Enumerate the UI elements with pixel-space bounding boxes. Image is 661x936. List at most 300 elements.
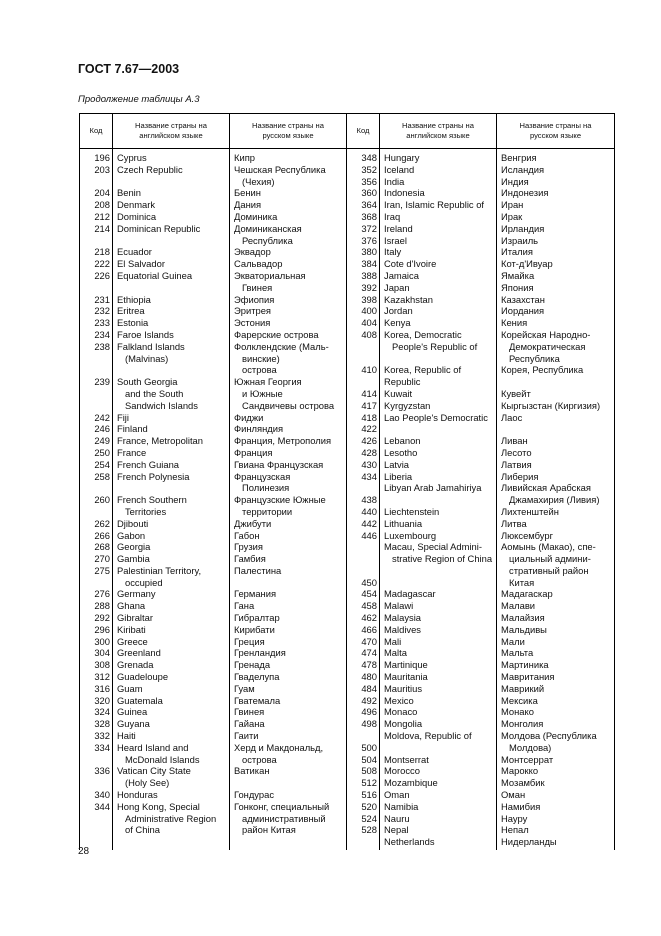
country-code: 260 bbox=[94, 494, 110, 506]
country-code: 268 bbox=[94, 541, 110, 553]
country-code bbox=[84, 482, 110, 494]
country-name-ru: Корея, Республика bbox=[501, 364, 584, 376]
country-name-ru: Кыргызстан (Киргизия) bbox=[501, 399, 601, 411]
country-name-ru: Япония bbox=[501, 281, 534, 293]
country-name-en: El Salvador bbox=[117, 258, 165, 270]
country-code bbox=[84, 577, 110, 589]
country-code bbox=[351, 482, 377, 494]
country-name-en bbox=[117, 176, 227, 188]
country-code: 512 bbox=[361, 777, 377, 789]
country-name-en: Macau, Special Admini- bbox=[384, 541, 482, 553]
country-name-ru: Индия bbox=[501, 175, 529, 187]
country-name-ru: Эквадор bbox=[234, 246, 271, 258]
country-code: 300 bbox=[94, 635, 110, 647]
country-name-ru: Республика bbox=[509, 352, 560, 364]
country-name-en: Liberia bbox=[384, 470, 413, 482]
country-name-en: Morocco bbox=[384, 765, 420, 777]
country-name-ru: Гватемала bbox=[234, 694, 281, 706]
country-name-ru: Литва bbox=[501, 517, 527, 529]
country-name-en: Cote d'Ivoire bbox=[384, 258, 437, 270]
country-name-ru: винские) bbox=[242, 352, 280, 364]
country-code: 498 bbox=[361, 718, 377, 730]
country-name-en: Iraq bbox=[384, 210, 401, 222]
country-name-en: Falkland Islands bbox=[117, 340, 185, 352]
country-code bbox=[84, 364, 110, 376]
country-name-ru: Чешская Республика bbox=[234, 163, 326, 175]
right-code-column bbox=[347, 149, 380, 851]
country-name-en bbox=[384, 565, 494, 577]
country-code bbox=[84, 400, 110, 412]
country-code: 254 bbox=[94, 458, 110, 470]
country-name-ru: стративный район bbox=[509, 564, 589, 576]
country-code: 474 bbox=[361, 647, 377, 659]
country-name-ru: Доминиканская bbox=[234, 222, 302, 234]
country-name-ru: острова bbox=[242, 753, 277, 765]
country-name-ru: район Китая bbox=[242, 824, 296, 836]
country-name-en: Malawi bbox=[384, 600, 414, 612]
country-code bbox=[84, 176, 110, 188]
country-name-en: Estonia bbox=[117, 317, 149, 329]
country-name-en: South Georgia bbox=[117, 376, 178, 388]
country-code bbox=[84, 813, 110, 825]
country-name-ru: Индонезия bbox=[501, 187, 549, 199]
country-name-en bbox=[384, 577, 494, 589]
country-code bbox=[84, 754, 110, 766]
country-name-en: Cyprus bbox=[117, 152, 147, 163]
country-name-en: Kiribati bbox=[117, 623, 146, 635]
country-name-en: Georgia bbox=[117, 541, 151, 553]
country-name-ru: Ямайка bbox=[501, 269, 535, 281]
country-name-en bbox=[384, 353, 494, 365]
country-name-ru: Габон bbox=[234, 529, 260, 541]
country-code: 242 bbox=[94, 411, 110, 423]
country-name-en: strative Region of China bbox=[392, 553, 493, 565]
country-name-ru: Франция, Метрополия bbox=[234, 435, 332, 447]
country-name-en: Gambia bbox=[117, 553, 150, 565]
country-name-en: French Southern bbox=[117, 494, 187, 506]
country-name-ru: Лихтенштейн bbox=[501, 505, 559, 517]
country-name-ru: Мальта bbox=[501, 647, 534, 659]
country-name-en: Ecuador bbox=[117, 246, 152, 258]
country-name-ru: Непал bbox=[501, 824, 529, 836]
country-code: 208 bbox=[94, 199, 110, 211]
country-code: 340 bbox=[94, 789, 110, 801]
country-name-ru: Намибия bbox=[501, 800, 541, 812]
country-name-en: Iran, Islamic Republic of bbox=[384, 199, 485, 211]
country-name-ru: Дания bbox=[234, 199, 262, 211]
country-code bbox=[84, 824, 110, 836]
country-name-ru: Мали bbox=[501, 635, 525, 647]
country-name-ru: Гайана bbox=[234, 718, 265, 730]
country-code: 222 bbox=[94, 258, 110, 270]
country-code: 320 bbox=[94, 694, 110, 706]
table-caption: Продолжение таблицы А.3 bbox=[78, 94, 200, 105]
country-name-en: Benin bbox=[117, 187, 141, 199]
country-name-en: Madagascar bbox=[384, 588, 436, 600]
country-code: 288 bbox=[94, 600, 110, 612]
country-name-en: Luxembourg bbox=[384, 529, 437, 541]
country-code: 312 bbox=[94, 671, 110, 683]
country-name-en: Lebanon bbox=[384, 435, 421, 447]
country-name-en: Malaysia bbox=[384, 612, 421, 624]
country-name-en: Faroe Islands bbox=[117, 328, 174, 340]
country-name-ru: Ливан bbox=[501, 435, 528, 447]
country-code: 204 bbox=[94, 187, 110, 199]
country-code bbox=[351, 376, 377, 388]
header-name-en-right: Название страны на английском языке bbox=[380, 114, 497, 149]
country-name-en bbox=[384, 423, 494, 435]
country-name-en: Nauru bbox=[384, 812, 410, 824]
country-name-ru: Гваделупа bbox=[234, 671, 280, 683]
country-name-en: Liechtenstein bbox=[384, 505, 440, 517]
left-name-en-column bbox=[113, 149, 230, 851]
country-name-ru: Экваториальная bbox=[234, 269, 306, 281]
left-name-ru-column bbox=[230, 149, 347, 851]
country-name-en: Grenada bbox=[117, 659, 154, 671]
country-name-en bbox=[117, 482, 227, 494]
country-name-ru: Казахстан bbox=[501, 293, 545, 305]
country-name-en: Dominican Republic bbox=[117, 222, 201, 234]
country-name-ru bbox=[501, 376, 612, 388]
country-name-ru: Фолклендские (Маль- bbox=[234, 340, 329, 352]
country-name-en: Finland bbox=[117, 423, 148, 435]
country-name-en bbox=[384, 742, 494, 754]
country-code: 384 bbox=[361, 258, 377, 270]
country-name-ru: (Чехия) bbox=[242, 175, 275, 187]
page-number: 28 bbox=[78, 846, 90, 857]
country-codes-table bbox=[79, 113, 615, 850]
country-code: 417 bbox=[361, 399, 377, 411]
country-name-ru: Мексика bbox=[501, 694, 538, 706]
country-name-en: Territories bbox=[125, 505, 167, 517]
country-code: 238 bbox=[94, 340, 110, 352]
country-name-en: Guam bbox=[117, 682, 143, 694]
country-code: 404 bbox=[361, 317, 377, 329]
country-code: 258 bbox=[94, 470, 110, 482]
country-code: 368 bbox=[361, 210, 377, 222]
country-code: 336 bbox=[94, 765, 110, 777]
country-name-en: Gibraltar bbox=[117, 612, 153, 624]
header-name-ru-left: Название страны на русском языке bbox=[230, 114, 347, 149]
country-name-en: Honduras bbox=[117, 789, 158, 801]
country-name-ru: Французские Южные bbox=[234, 494, 326, 506]
country-code: 462 bbox=[361, 612, 377, 624]
country-name-en: Korea, Republic of bbox=[384, 364, 462, 376]
country-name-ru: Гренада bbox=[234, 659, 271, 671]
country-name-en: (Holy See) bbox=[125, 777, 170, 789]
country-name-en: Nepal bbox=[384, 824, 409, 836]
country-name-ru: Аомынь (Макао), спе- bbox=[501, 541, 596, 553]
country-name-ru: Гонконг, специальный bbox=[234, 800, 330, 812]
country-code: 304 bbox=[94, 647, 110, 659]
country-name-en: Korea, Democratic bbox=[384, 328, 462, 340]
country-name-en: Mali bbox=[384, 635, 402, 647]
country-code: 356 bbox=[361, 175, 377, 187]
country-code: 266 bbox=[94, 529, 110, 541]
country-name-en: France bbox=[117, 446, 147, 458]
country-name-ru: Либерия bbox=[501, 470, 539, 482]
country-name-en: Iceland bbox=[384, 163, 415, 175]
country-name-ru: Маврикий bbox=[501, 682, 545, 694]
country-name-en: India bbox=[384, 175, 405, 187]
country-name-en: Kenya bbox=[384, 317, 411, 329]
country-name-ru: Лаос bbox=[501, 411, 523, 423]
country-code: 408 bbox=[361, 328, 377, 340]
country-name-en: Dominica bbox=[117, 210, 157, 222]
country-code: 446 bbox=[361, 529, 377, 541]
country-code: 430 bbox=[361, 458, 377, 470]
country-name-ru: Гвинея bbox=[234, 706, 265, 718]
country-name-ru: Фарерские острова bbox=[234, 328, 319, 340]
country-name-en: Malta bbox=[384, 647, 407, 659]
country-name-en: Libyan Arab Jamahiriya bbox=[384, 482, 482, 494]
country-code: 504 bbox=[361, 753, 377, 765]
country-name-en: Greenland bbox=[117, 647, 161, 659]
country-code: 484 bbox=[361, 682, 377, 694]
country-code: 324 bbox=[94, 706, 110, 718]
country-code: 480 bbox=[361, 671, 377, 683]
country-code: 234 bbox=[94, 328, 110, 340]
country-name-ru: Гаити bbox=[234, 730, 259, 742]
country-code: 249 bbox=[94, 435, 110, 447]
country-code: 231 bbox=[94, 293, 110, 305]
country-name-ru: Мартиника bbox=[501, 659, 549, 671]
country-name-en: Mongolia bbox=[384, 718, 423, 730]
country-name-ru: Демократическая bbox=[509, 340, 586, 352]
country-name-ru: Люксембург bbox=[501, 529, 554, 541]
country-name-en: Ethiopia bbox=[117, 293, 151, 305]
country-code bbox=[351, 565, 377, 577]
country-code: 500 bbox=[361, 741, 377, 753]
country-name-en: Lithuania bbox=[384, 517, 423, 529]
country-name-ru: Германия bbox=[234, 588, 277, 600]
country-code bbox=[84, 353, 110, 365]
country-name-ru: Сандвичевы острова bbox=[242, 399, 335, 411]
country-code: 442 bbox=[361, 517, 377, 529]
country-name-en: (Malvinas) bbox=[125, 352, 169, 364]
country-name-ru: Малайзия bbox=[501, 612, 545, 624]
country-name-ru: Франция bbox=[234, 446, 273, 458]
country-name-ru: Оман bbox=[501, 789, 526, 801]
country-name-en: of China bbox=[125, 824, 160, 836]
document-title: ГОСТ 7.67—2003 bbox=[78, 62, 180, 76]
country-code: 292 bbox=[94, 612, 110, 624]
country-name-en: Germany bbox=[117, 588, 156, 600]
country-code: 376 bbox=[361, 234, 377, 246]
country-name-ru: Эфиопия bbox=[234, 293, 275, 305]
country-name-en: Monaco bbox=[384, 706, 418, 718]
country-name-ru: Гамбия bbox=[234, 553, 266, 565]
country-name-ru: Мальдивы bbox=[501, 623, 547, 635]
country-code: 250 bbox=[94, 446, 110, 458]
country-name-en: Republic bbox=[384, 376, 421, 388]
country-code: 246 bbox=[94, 423, 110, 435]
country-name-ru: Греция bbox=[234, 635, 265, 647]
table-body-row bbox=[80, 149, 615, 851]
country-name-en: France, Metropolitan bbox=[117, 435, 203, 447]
right-name-en-column bbox=[380, 149, 497, 851]
country-name-en bbox=[117, 364, 227, 376]
country-code: 418 bbox=[361, 411, 377, 423]
country-name-en: Hungary bbox=[384, 152, 420, 163]
country-name-en: Greece bbox=[117, 635, 148, 647]
country-name-en: Palestinian Territory, bbox=[117, 564, 202, 576]
country-name-en: Lao People's Democratic bbox=[384, 411, 488, 423]
left-code-column bbox=[80, 149, 113, 851]
country-name-en: Denmark bbox=[117, 199, 156, 211]
country-name-ru: Грузия bbox=[234, 541, 263, 553]
country-name-ru: Палестина bbox=[234, 564, 282, 576]
country-code: 214 bbox=[94, 222, 110, 234]
country-name-en: Czech Republic bbox=[117, 163, 183, 175]
country-name-ru: Молдова (Республика bbox=[501, 730, 597, 742]
country-name-ru: Монголия bbox=[501, 718, 544, 730]
country-code: 334 bbox=[94, 741, 110, 753]
country-name-en bbox=[117, 235, 227, 247]
country-name-en: Mauritius bbox=[384, 682, 423, 694]
country-name-ru: циальный админи- bbox=[509, 553, 591, 565]
country-name-ru: Фиджи bbox=[234, 411, 264, 423]
country-name-en bbox=[117, 282, 227, 294]
right-name-ru-column bbox=[497, 149, 615, 851]
country-name-ru bbox=[501, 423, 612, 435]
country-name-en: French Polynesia bbox=[117, 470, 190, 482]
country-name-ru: острова bbox=[242, 364, 277, 376]
country-code: 410 bbox=[361, 364, 377, 376]
country-name-ru: Науру bbox=[501, 812, 528, 824]
country-code: 478 bbox=[361, 659, 377, 671]
country-name-ru: административный bbox=[242, 812, 326, 824]
country-name-ru: Ватикан bbox=[234, 765, 270, 777]
country-code: 262 bbox=[94, 517, 110, 529]
country-code: 450 bbox=[361, 576, 377, 588]
country-name-ru: Полинезия bbox=[242, 482, 290, 494]
country-code: 296 bbox=[94, 623, 110, 635]
country-name-ru: Венгрия bbox=[501, 152, 537, 163]
country-code: 270 bbox=[94, 553, 110, 565]
country-name-ru: Гвинея bbox=[242, 281, 273, 293]
country-name-en: Hong Kong, Special bbox=[117, 800, 200, 812]
country-name-ru: Мозамбик bbox=[501, 777, 545, 789]
country-code: 414 bbox=[361, 387, 377, 399]
country-code: 398 bbox=[361, 293, 377, 305]
country-name-ru: Гуам bbox=[234, 682, 255, 694]
country-name-en: Kazakhstan bbox=[384, 293, 433, 305]
country-code: 492 bbox=[361, 694, 377, 706]
country-code: 203 bbox=[94, 163, 110, 175]
country-name-ru: Малави bbox=[501, 600, 536, 612]
country-name-en: Haiti bbox=[117, 730, 136, 742]
country-name-ru: Кувейт bbox=[501, 387, 531, 399]
country-name-ru: Херд и Макдональд, bbox=[234, 741, 324, 753]
country-code: 528 bbox=[361, 824, 377, 836]
country-name-ru: Республика bbox=[242, 234, 293, 246]
country-code: 348 bbox=[361, 152, 377, 163]
country-code: 218 bbox=[94, 246, 110, 258]
country-code: 470 bbox=[361, 635, 377, 647]
country-name-ru: Марокко bbox=[501, 765, 539, 777]
country-name-en: Montserrat bbox=[384, 753, 429, 765]
country-name-ru bbox=[234, 577, 344, 589]
country-name-en: Eritrea bbox=[117, 305, 145, 317]
country-name-en: Netherlands bbox=[384, 836, 435, 848]
country-code bbox=[84, 388, 110, 400]
country-code: 232 bbox=[94, 305, 110, 317]
country-code: 360 bbox=[361, 187, 377, 199]
country-code: 392 bbox=[361, 281, 377, 293]
header-code-left: Код bbox=[80, 114, 113, 149]
country-name-en: Namibia bbox=[384, 800, 419, 812]
country-name-en: Ireland bbox=[384, 222, 413, 234]
country-name-en: Mexico bbox=[384, 694, 414, 706]
country-name-ru: Гондурас bbox=[234, 789, 275, 801]
country-name-en: People's Republic of bbox=[392, 340, 478, 352]
country-code: 520 bbox=[361, 800, 377, 812]
country-name-en: Lesotho bbox=[384, 446, 418, 458]
country-name-ru: Южная Георгия bbox=[234, 376, 302, 388]
country-code: 440 bbox=[361, 505, 377, 517]
country-name-ru: Китая bbox=[509, 576, 535, 588]
country-name-ru: Исландия bbox=[501, 163, 545, 175]
country-name-ru: Финляндия bbox=[234, 423, 284, 435]
country-code: 380 bbox=[361, 246, 377, 258]
country-name-ru: Кения bbox=[501, 317, 528, 329]
country-name-ru: Монако bbox=[501, 706, 534, 718]
country-name-en: Oman bbox=[384, 789, 410, 801]
country-name-ru: Ирак bbox=[501, 210, 523, 222]
country-name-en: Moldova, Republic of bbox=[384, 730, 472, 742]
country-code bbox=[84, 506, 110, 518]
country-code: 496 bbox=[361, 706, 377, 718]
country-code bbox=[84, 235, 110, 247]
country-code: 332 bbox=[94, 730, 110, 742]
country-code: 239 bbox=[94, 376, 110, 388]
country-code bbox=[351, 341, 377, 353]
table-header-row bbox=[80, 114, 615, 149]
country-name-ru: Джибути bbox=[234, 517, 272, 529]
country-code: 364 bbox=[361, 199, 377, 211]
country-code: 233 bbox=[94, 317, 110, 329]
country-code bbox=[84, 282, 110, 294]
country-name-en: Heard Island and bbox=[117, 741, 189, 753]
country-name-ru: Кипр bbox=[234, 152, 255, 163]
country-name-ru: Мадагаскар bbox=[501, 588, 553, 600]
country-name-ru: Джамахирия (Ливия) bbox=[509, 494, 600, 506]
country-code bbox=[351, 541, 377, 553]
country-code: 316 bbox=[94, 682, 110, 694]
country-code: 196 bbox=[94, 152, 110, 163]
country-name-ru: территории bbox=[242, 505, 293, 517]
country-name-en: Latvia bbox=[384, 458, 410, 470]
country-name-en: Italy bbox=[384, 246, 402, 258]
country-code: 422 bbox=[361, 423, 377, 435]
country-code bbox=[351, 353, 377, 365]
country-name-en: Guinea bbox=[117, 706, 148, 718]
country-code: 466 bbox=[361, 623, 377, 635]
country-code: 516 bbox=[361, 789, 377, 801]
country-code: 308 bbox=[94, 659, 110, 671]
country-name-ru: Нидерланды bbox=[501, 836, 557, 848]
country-code: 344 bbox=[94, 800, 110, 812]
country-code: 372 bbox=[361, 222, 377, 234]
country-name-en: Maldives bbox=[384, 623, 421, 635]
country-name-ru: Французская bbox=[234, 470, 291, 482]
country-code: 458 bbox=[361, 600, 377, 612]
country-name-ru: Бенин bbox=[234, 187, 261, 199]
country-name-en: Vatican City State bbox=[117, 765, 191, 777]
country-name-en: Sandwich Islands bbox=[125, 399, 198, 411]
country-name-en: Martinique bbox=[384, 659, 428, 671]
